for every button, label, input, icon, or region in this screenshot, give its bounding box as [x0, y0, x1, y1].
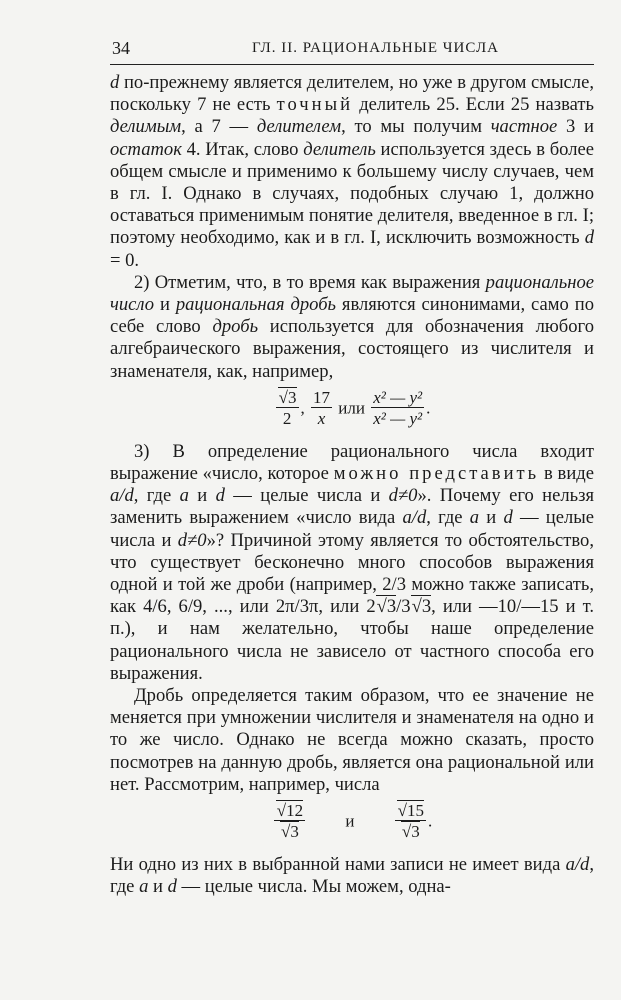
- formula-sqrt-fractions: √ 12 √ 3 и √ 15 √ 3 .: [110, 802, 594, 840]
- page-body: [110, 72, 594, 899]
- word-or: или: [338, 398, 365, 418]
- fraction-17-over-x: $\frac{17}{x}$: [313, 387, 330, 428]
- header-rule: [110, 64, 594, 65]
- fraction-sqrt12-over-sqrt3: √ 12 √ 3: [274, 802, 305, 840]
- page-number: 34: [112, 38, 130, 58]
- formula-fractions: √ $\frac{3}{2}$ , $\frac{17}{x}$ или $\frac{\text{x² — y²}}{\text{x² — y²}}$ .: [110, 389, 594, 427]
- page-header: [112, 38, 592, 64]
- paragraph-3: 3) В определение рационального числа входит выражение «число, которое можно представить в виде a/d, где a и d — целые числа и d≠0». Почему его нельзя заменить выражением «число вида a/d, где a и d — целые числа и d≠0»? Причиной этому является то обстоятельство, что существует бесконечно много способов выражения одной и той же дроби (например, 2/3 можно также записать, как 4/6, 6/9, ..., или 2π/3π, или 2√ 3/3√ 3, или —10/—15 и т. п.), и нам желательно, чтобы наше определение рационального числа не зависело от частного способа его выражения.: [110, 441, 594, 685]
- fraction-sqrt3-over-2: √ $\frac{3}{2}$: [276, 389, 299, 427]
- chapter-title: ГЛ. II. РАЦИОНАЛЬНЫЕ ЧИСЛА: [252, 40, 499, 56]
- paragraph-4: Дробь определяется таким образом, что ее значение не меняется при умножении числителя и знаменателя на одно и то же число. Однако не всегда можно сказать, просто посмотрев на данную дробь, является она рациональной или нет. Рассмотрим, например, числа: [110, 685, 594, 795]
- paragraph-1: d по-прежнему является делителем, но уже в другом смысле, поскольку 7 не есть точный делитель 25. Если 25 назвать делимым, а 7 — делителем, то мы получим частное 3 и остаток 4. Итак, слово делитель используется здесь в более общем смысле и применимо к большему числу случаев, чем в гл. I. Однако в случаях, подобных случаю 1, должно оставаться применимым понятие делителя, введенное в гл. I; поэтому необходимо, как и в гл. I, исключить возможность d = 0.: [110, 72, 594, 271]
- paragraph-5: Ни одно из них в выбранной нами записи не имеет вида a/d, где a и d — целые числа. Мы можем, одна-: [110, 854, 594, 898]
- paragraph-2: 2) Отметим, что, в то время как выражения рациональное число и рациональная дробь являются синонимами, само по себе слово дробь используется для обозначения любого алгебраического выражения, состоящего из числителя и знаменателя, как, например,: [110, 271, 594, 382]
- word-and: и: [345, 811, 355, 831]
- fraction-sqrt15-over-sqrt3: √ 15 √ 3: [395, 802, 426, 840]
- fraction-x2-y2: $\frac{\text{x² — y²}}{\text{x² — y²}}$: [373, 387, 423, 428]
